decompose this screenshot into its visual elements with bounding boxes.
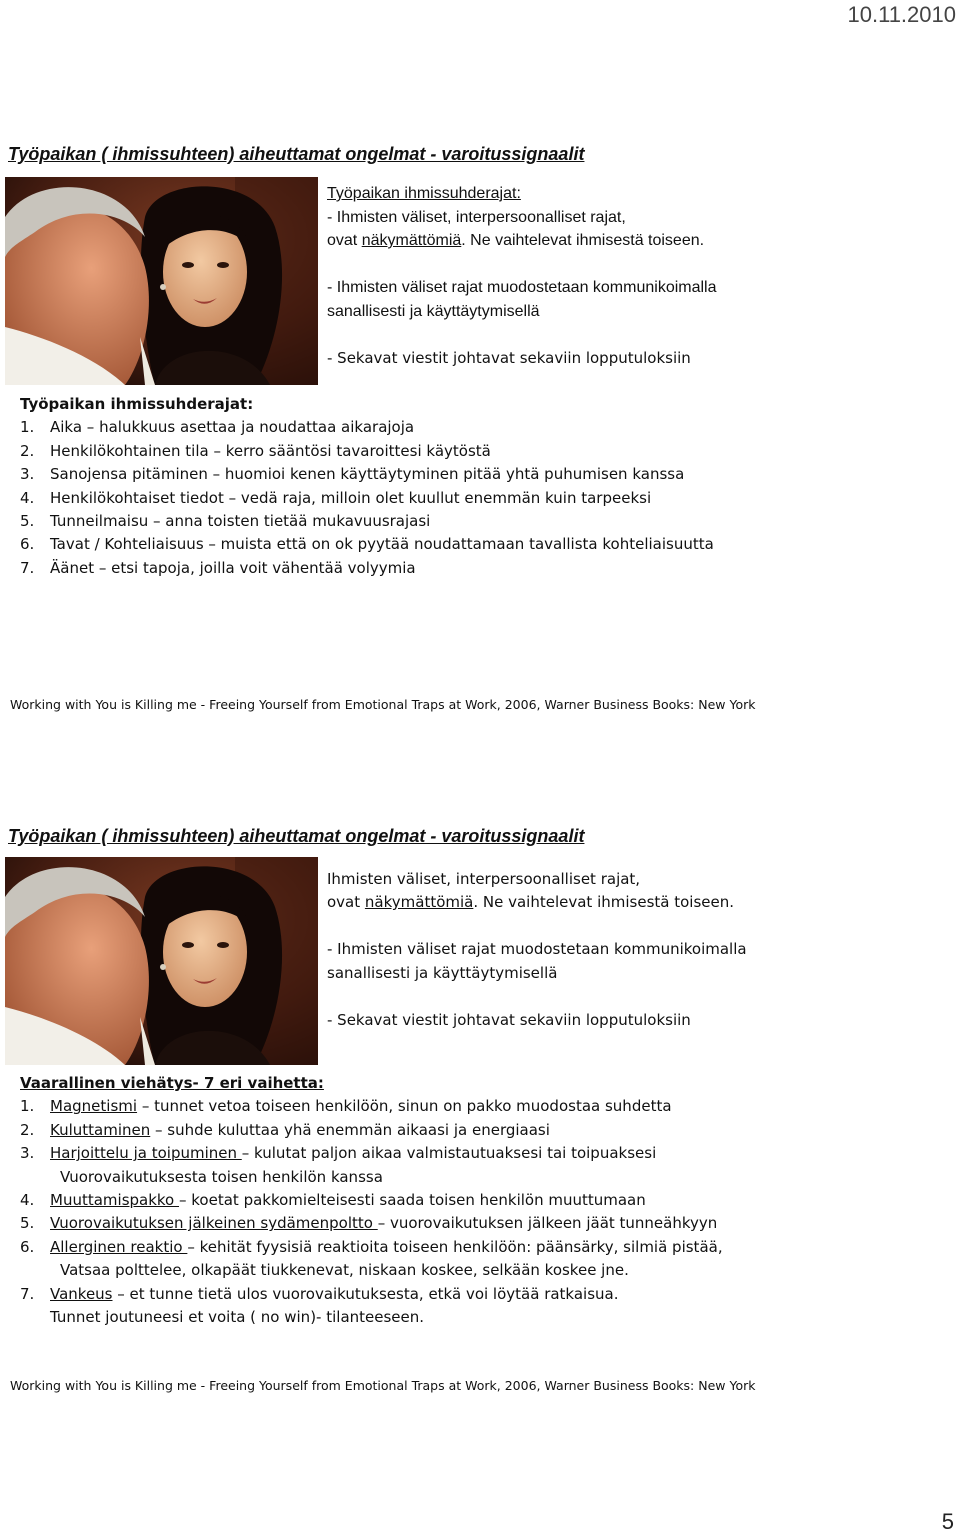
stage-term: Vankeus [50,1284,113,1303]
stage-term: Muuttamispakko [50,1191,180,1210]
list-item: 5. Vuorovaikutuksen jälkeinen sydämenpoltto – vuorovaikutuksen jälkeen jäät tunneähkyyn [20,1214,718,1233]
intro-heading: Työpaikan ihmissuhderajat: [327,185,521,202]
intro-line-5: - Sekavat viestit johtavat sekaviin lopputuloksiin [327,1010,691,1029]
list-item: 7. Vankeus – et tunne tietä ulos vuorovaikutuksesta, etkä voi löytää ratkaisua. [20,1284,619,1303]
attraction-stages-list [20,1072,723,1329]
list-item-continuation: Vatsaa polttelee, olkapäät tiukkenevat, niskaan koskee, selkään koskee jne. [60,1261,629,1280]
invisible-term: näkymättömiä [364,893,474,911]
list-item: 2. Henkilökohtainen tila – kerro sääntösi tavaroittesi käytöstä [20,441,491,460]
stage-term: Kuluttaminen [50,1120,151,1139]
slide-title: Työpaikan ( ihmissuhteen) aiheuttamat ongelmat - varoitussignaalit [8,144,585,164]
list-item: 4. Henkilökohtaiset tiedot – vedä raja, milloin olet kuullut enemmän kuin tarpeeksi [20,488,652,507]
list-item: 5. Tunneilmaisu – anna toisten tietää mukavuusrajasi [20,512,431,531]
list-item: 1. Aika – halukkuus asettaa ja noudattaa aikarajoja [20,418,415,437]
stage-term: Harjoittelu ja toipuminen [50,1144,242,1163]
slide-2 [0,822,960,1442]
intro-line-5: - Sekavat viestit johtavat sekaviin lopputuloksiin [327,348,691,367]
stage-term: Vuorovaikutuksen jälkeinen sydämenpoltto [50,1214,378,1233]
list-item: 4. Muuttamispakko – koetat pakkomielteisesti saada toisen henkilön muuttumaan [20,1191,646,1210]
slide-1 [0,140,960,760]
intro-text [327,844,747,1032]
list-item: 6. Allerginen reaktio – kehität fyysisiä reaktioita toiseen henkilöön: päänsärky, silmiä pistää, [20,1237,723,1256]
page-number: 5 [941,1509,954,1534]
stage-term: Allerginen reaktio [50,1237,188,1256]
list-item: 2. Kuluttaminen – suhde kuluttaa yhä enemmän aikaasi ja energiaasi [20,1120,550,1139]
list-item: 3. Sanojensa pitäminen – huomioi kenen käyttäytyminen pitää yhtä puhumisen kanssa [20,465,685,484]
stage-term: Magnetismi [50,1097,138,1116]
list-item-continuation: Vuorovaikutuksesta toisen henkilön kanssa [60,1167,383,1186]
intro-line-1: - Ihmisten väliset, interpersoonalliset rajat, [327,208,626,226]
list-item: 1. Magnetismi – tunnet vetoa toiseen henkilöön, sinun on pakko muodostaa suhdetta [20,1097,672,1116]
intro-line-3: - Ihmisten väliset rajat muodostetaan kommunikoimalla [327,279,717,296]
intro-text [327,182,717,370]
slide-title: Työpaikan ( ihmissuhteen) aiheuttamat ongelmat - varoitussignaalit [8,826,585,846]
intro-line-1: Ihmisten väliset, interpersoonalliset rajat, [327,869,641,888]
invisible-term: näkymättömiä [361,232,462,249]
photo-two-people [5,177,318,385]
photo-two-people [5,857,318,1065]
list-heading: Vaarallinen viehätys- 7 eri vaihetta: [20,1074,324,1092]
source-reference: Working with You is Killing me - Freeing Yourself from Emotional Traps at Work, 2006, Warner Business Books: New York [10,697,756,712]
list-item: 7. Äänet – etsi tapoja, joilla voit vähentää volyymia [20,558,416,577]
intro-line-2: ovat näkymättömiä. Ne vaihtelevat ihmisestä toiseen. [327,893,735,911]
source-reference: Working with You is Killing me - Freeing Yourself from Emotional Traps at Work, 2006, Warner Business Books: New York [10,1378,756,1393]
intro-line-2: ovat näkymättömiä. Ne vaihtelevat ihmisestä toiseen. [327,232,705,249]
header-date: 10.11.2010 [847,2,956,27]
list-item: 6. Tavat / Kohteliaisuus – muista että on ok pyytää noudattamaan tavallista kohteliaisuutta [20,535,714,554]
intro-line-4: sanallisesti ja käyttäytymisellä [327,302,540,320]
list-heading: Työpaikan ihmissuhderajat: [20,395,254,413]
boundaries-list [20,393,714,580]
intro-line-4: sanallisesti ja käyttäytymisellä [327,963,558,982]
list-item: 3. Harjoittelu ja toipuminen – kulutat paljon aikaa valmistautuaksesi tai toipuaksesi [20,1144,657,1163]
intro-line-3: - Ihmisten väliset rajat muodostetaan kommunikoimalla [327,940,747,958]
list-item-continuation: Tunnet joutuneesi et voita ( no win)- tilanteeseen. [50,1308,425,1327]
